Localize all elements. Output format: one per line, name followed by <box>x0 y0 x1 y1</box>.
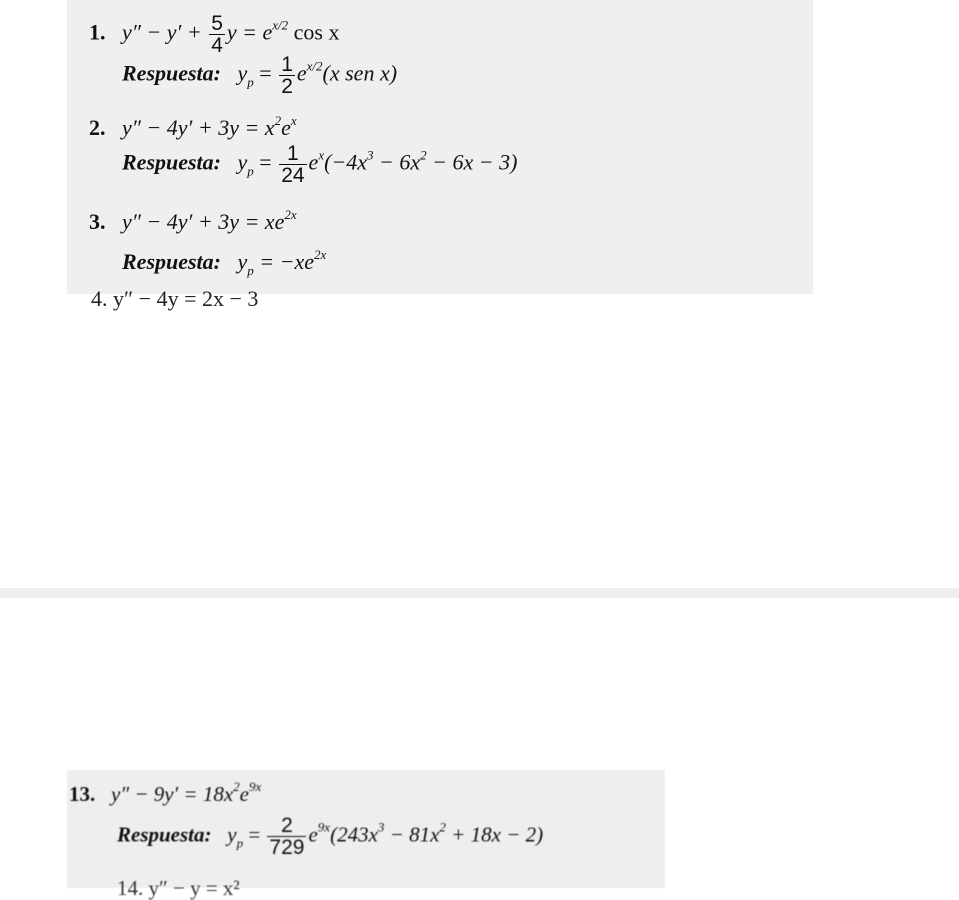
page-divider <box>0 588 959 598</box>
answer-tail: (−4x <box>324 149 368 175</box>
answer-var: y <box>237 149 248 175</box>
answer-tail: + 18x − 2) <box>445 822 544 847</box>
answer-var: y <box>237 249 248 274</box>
problem-number: 2. <box>89 115 106 140</box>
fraction: $\frac{1}{24}$ <box>281 142 305 187</box>
exp-base: e <box>308 149 319 175</box>
exponent: 3 <box>367 147 374 163</box>
exponent: 9x <box>317 819 331 835</box>
equation-lhs: y″ − y′ + <box>122 19 208 45</box>
problem-13-answer <box>117 815 543 858</box>
answer-tail: − 81x <box>384 822 440 847</box>
exp-base: e <box>239 782 249 806</box>
answer-expression: = −xe <box>253 249 314 274</box>
subscript: p <box>247 74 254 90</box>
problem-13-equation <box>69 780 261 805</box>
problem-3-equation <box>89 208 297 233</box>
problems-panel-top <box>67 0 813 311</box>
equation: y″ − 4y′ + 3y = xe <box>122 209 285 234</box>
exponent: x <box>318 147 325 163</box>
subscript: p <box>247 163 254 179</box>
problem-number: 13. <box>69 782 96 806</box>
answer-label: Respuesta: <box>122 60 221 86</box>
exp-base: e <box>296 60 307 86</box>
answer-tail: (x sen x) <box>322 60 398 86</box>
problem-number: 3. <box>89 209 106 234</box>
answer-var: y <box>227 822 237 847</box>
exponent: x/2 <box>306 58 323 74</box>
problem-1-equation <box>89 13 339 56</box>
exponent: 3 <box>377 819 385 835</box>
answer-var: y <box>237 60 248 86</box>
problem-2-answer <box>122 143 517 186</box>
exponent: x/2 <box>272 17 289 33</box>
equals: = <box>243 822 266 847</box>
equals: = <box>253 149 278 175</box>
clipped-problem-4: 4. y″ − 4y = 2x − 3 <box>91 286 259 311</box>
exponent: 2 <box>233 779 240 794</box>
exponent: 2 <box>420 147 427 163</box>
exponent: 2 <box>274 113 282 128</box>
subscript: p <box>247 263 254 278</box>
equation-mid: y = e <box>226 19 273 45</box>
problems-panel-bottom <box>67 770 665 900</box>
answer-tail: − 6x − 3) <box>426 149 518 175</box>
clipped-problem-14: 14. y″ − y = x² <box>117 876 240 900</box>
equation: y″ − 9y′ = 18x <box>111 782 234 806</box>
problem-number: 1. <box>89 19 106 45</box>
equation: y″ − 4y′ + 3y = x <box>122 115 275 140</box>
exponent: 2 <box>439 819 446 835</box>
problem-3-answer <box>122 248 326 277</box>
equation-tail: cos x <box>288 19 340 45</box>
exponent: 2x <box>284 207 297 222</box>
answer-tail: − 6x <box>373 149 421 175</box>
exp-base: e <box>281 115 291 140</box>
answer-tail: (243x <box>330 822 378 847</box>
equals: = <box>253 60 278 86</box>
fraction: $\frac{1}{2}$ <box>281 53 293 98</box>
problem-2-equation <box>89 114 297 139</box>
answer-label: Respuesta: <box>122 149 221 175</box>
problem-1-answer <box>122 54 397 97</box>
subscript: p <box>236 835 244 851</box>
exponent: 2x <box>314 247 327 262</box>
exponent: 9x <box>248 779 262 794</box>
fraction: $\frac{5}{4}$ <box>211 12 223 57</box>
exp-base: e <box>308 822 318 847</box>
exponent: x <box>290 113 297 128</box>
answer-label: Respuesta: <box>117 822 212 847</box>
answer-label: Respuesta: <box>122 249 221 274</box>
fraction: $\frac{2}{729}$ <box>269 814 305 859</box>
